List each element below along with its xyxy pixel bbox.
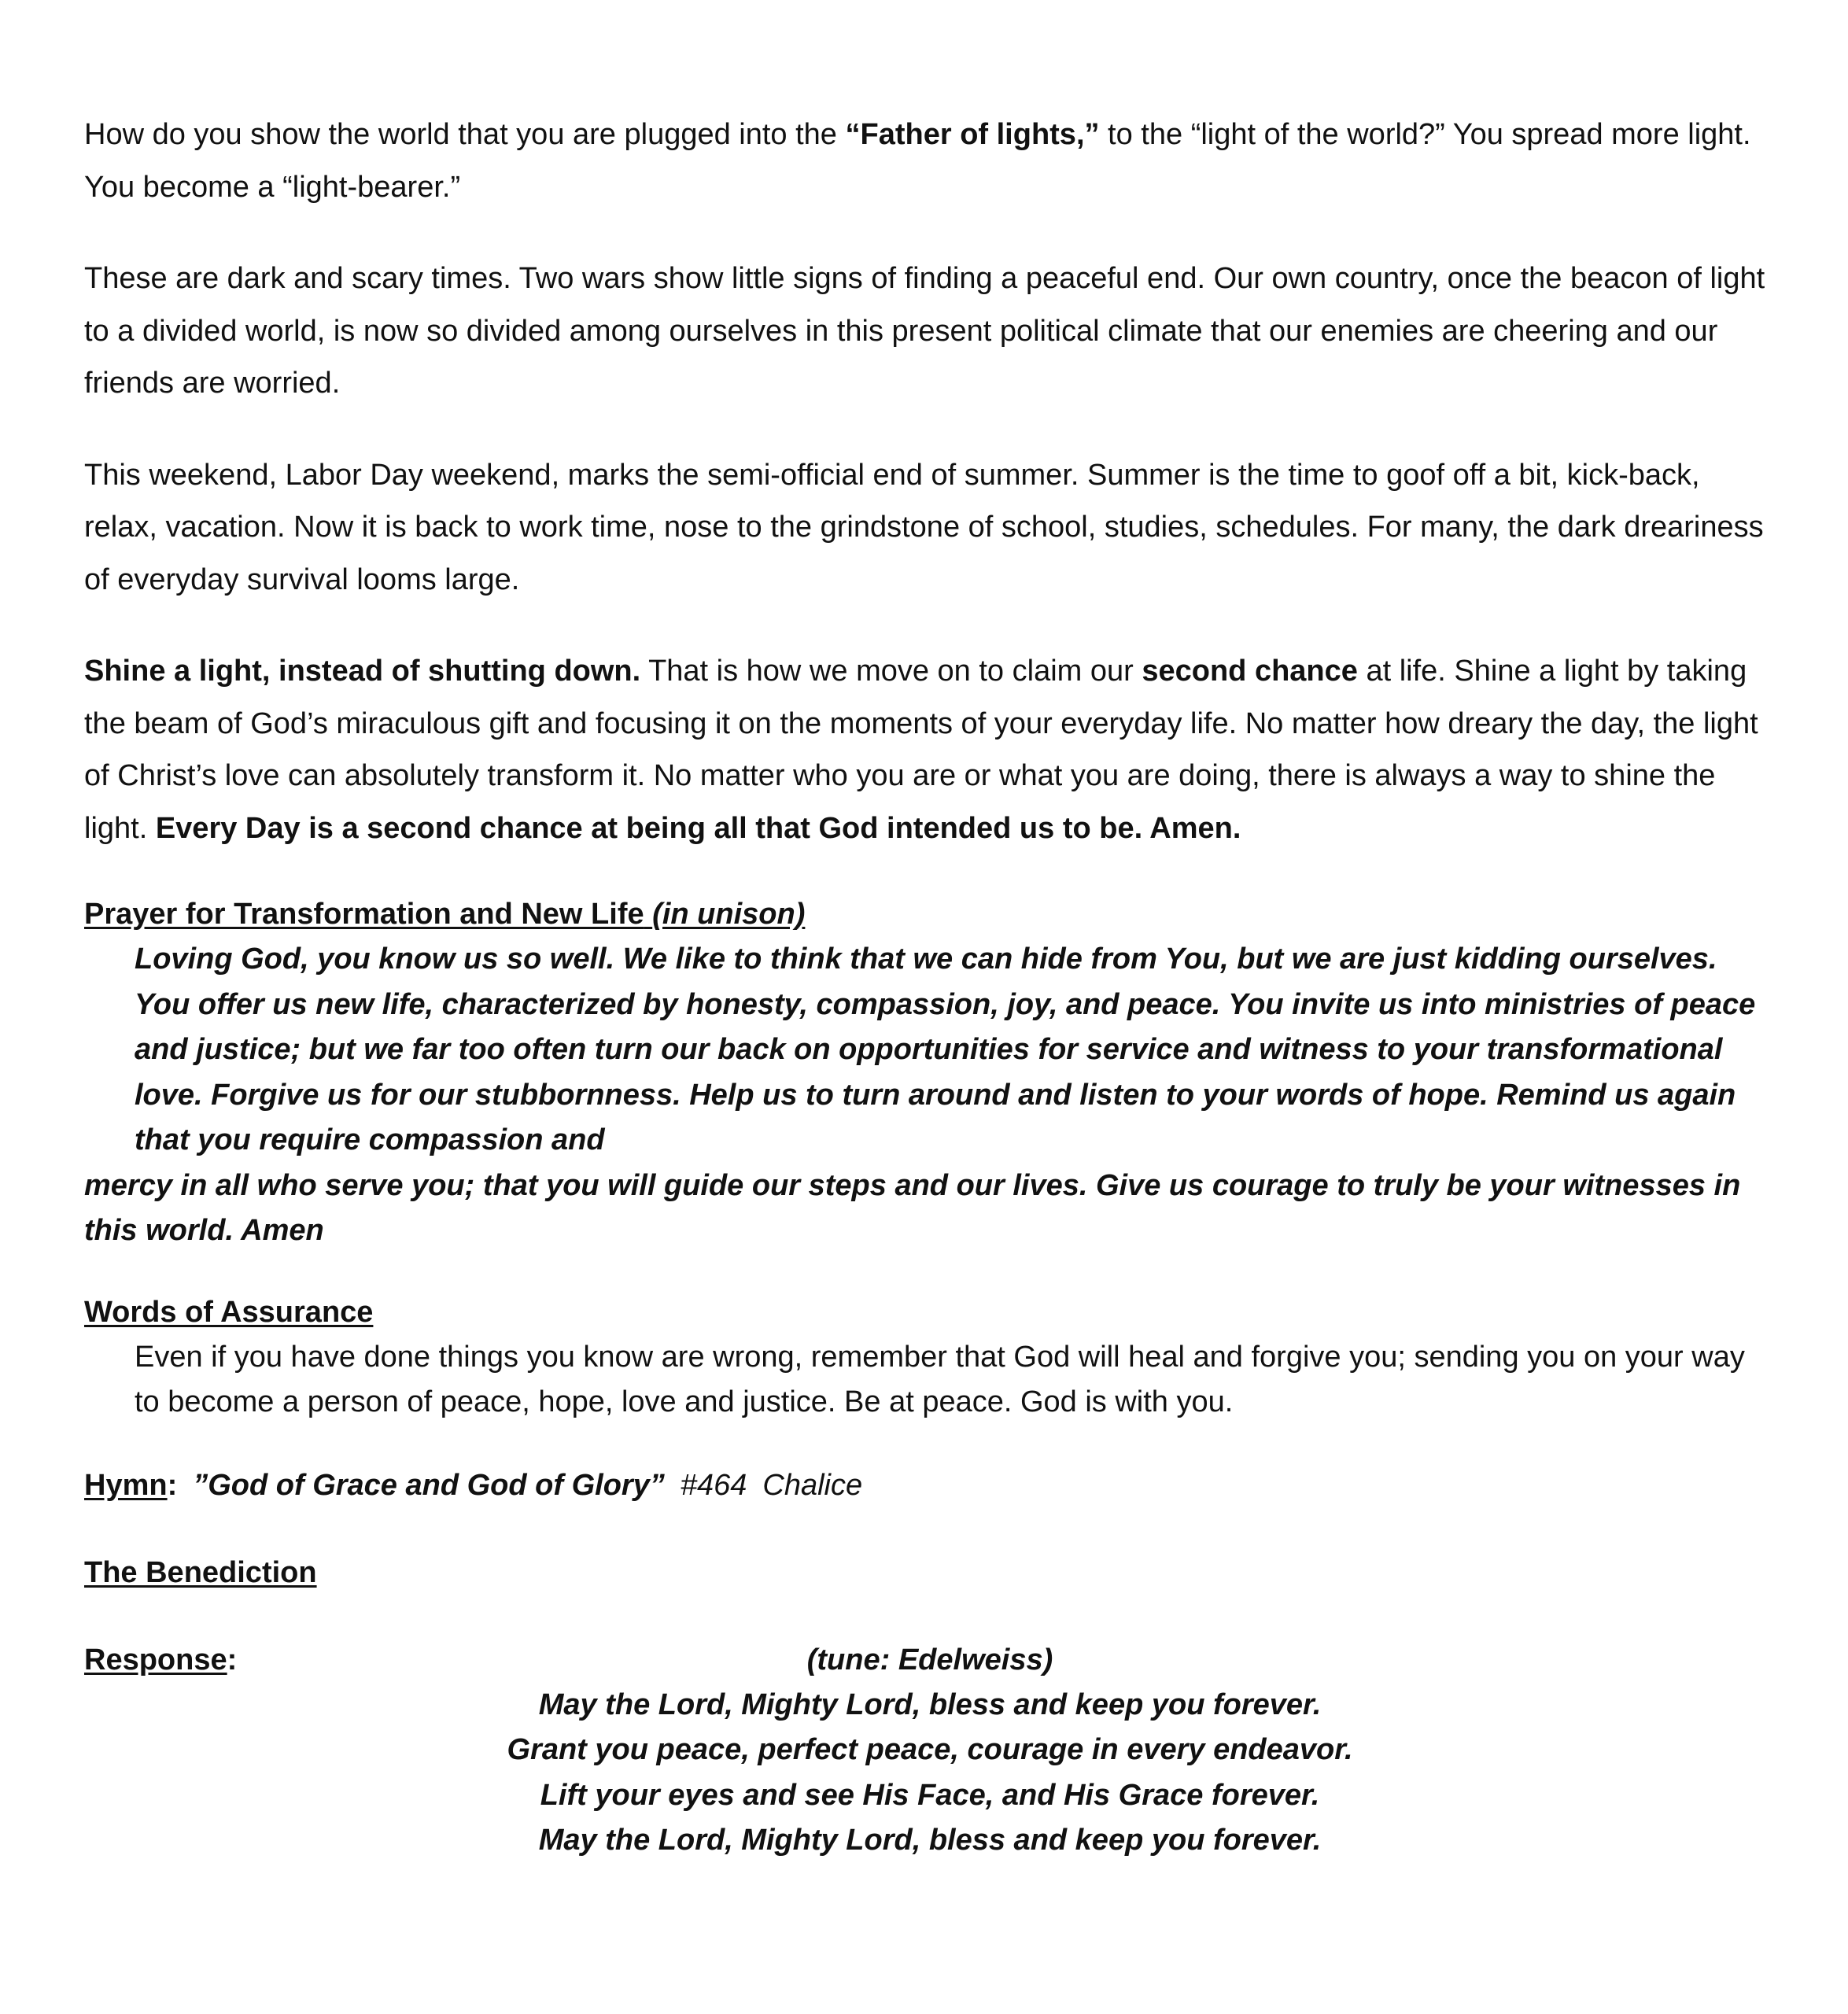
- prayer-text-continued: mercy in all who serve you; that you will guide our steps and our lives. Give us courage to truly be your witnesses in this world. Amen: [84, 1168, 1741, 1247]
- response-verse-line: May the Lord, Mighty Lord, bless and keep you forever.: [538, 1824, 1322, 1857]
- emphasis-second-chance: second chance: [1142, 655, 1358, 688]
- response-verse-line: May the Lord, Mighty Lord, bless and keep you forever.: [538, 1688, 1322, 1721]
- hymn-book: Chalice: [762, 1468, 863, 1502]
- assurance-section: [84, 1290, 1776, 1426]
- assurance-title: Words of Assurance: [84, 1295, 374, 1329]
- prayer-title: Prayer for Transformation and New Life: [84, 898, 644, 931]
- paragraph-text: That is how we move on to claim our: [640, 655, 1142, 688]
- paragraph-shine-a-light: [84, 645, 1776, 854]
- hymn-line: [84, 1463, 1776, 1508]
- paragraph-text: How do you show the world that you are plugged into the: [84, 118, 846, 151]
- assurance-heading: [84, 1290, 1776, 1335]
- response-label: [84, 1638, 237, 1683]
- hymn-label: Hymn: [84, 1468, 168, 1502]
- bulletin-page: [84, 109, 1776, 1864]
- response-label-text: Response: [84, 1643, 227, 1676]
- response-verse-line: Grant you peace, perfect peace, courage in every endeavor.: [507, 1733, 1353, 1766]
- response-section: [84, 1638, 1776, 1864]
- prayer-text: Loving God, you know us so well. We like to think that we can hide from You, but we are just kidding ourselves. You offer us new life, characterized by honesty, compassion, joy, and peace. You invite us into ministries of peace and justice; but we far too often turn our back on opportunities for service and witness to your transformational love. Forgive us for our stubbornness. Help us to turn around and listen to your words of hope. Remind us again that you require compassion and: [135, 942, 1756, 1156]
- response-tune: (tune: Edelweiss): [806, 1643, 1053, 1676]
- paragraph-dark-times: These are dark and scary times. Two wars show little signs of finding a peaceful end. Our own country, once the beacon of light to a divided world, is now so divided among ourselves in this present political climate that our enemies are cheering and our friends are worried.: [84, 262, 1765, 400]
- emphasis-every-day: Every Day is a second chance at being all that God intended us to be. Amen.: [155, 811, 1241, 845]
- hymn-number: #464: [680, 1468, 747, 1502]
- hymn-title: ”God of Grace and God of Glory”: [193, 1468, 665, 1502]
- prayer-unison-note: (in unison): [652, 898, 806, 931]
- emphasis-father-of-lights: “Father of lights,”: [845, 118, 1100, 151]
- paragraph-text: at life. Shine a light by taking the beam of God’s miraculous gift and focusing it on the moments of your everyday life. No matter how dreary the day, the light of Christ’s love can absolutely transform it. No matter who you are or what you are doing, there is always a way to shine the light.: [84, 655, 1758, 845]
- benediction-heading: [84, 1551, 1776, 1595]
- paragraph-labor-day: This weekend, Labor Day weekend, marks the semi-official end of summer. Summer is the time to goof off a bit, kick-back, relax, vacation. Now it is back to work time, nose to the grindstone of school, studies, schedules. For many, the dark dreariness of everyday survival looms large.: [84, 458, 1764, 596]
- response-verse-line: Lift your eyes and see His Face, and His Grace forever.: [540, 1778, 1320, 1812]
- hymn-colon: :: [167, 1468, 178, 1502]
- paragraph-light-bearer: [84, 109, 1776, 213]
- assurance-text: Even if you have done things you know are wrong, remember that God will heal and forgive you; sending you on your way to become a person of peace, hope, love and justice. Be at peace. God is with you.: [135, 1340, 1745, 1418]
- paragraph-text: to the “light of the world?” You spread more light. You become a “light-bearer.”: [84, 118, 1751, 204]
- prayer-heading: [84, 892, 1776, 937]
- response-header-row: [84, 1638, 1776, 1683]
- response-colon: :: [227, 1643, 238, 1676]
- benediction-title: The Benediction: [84, 1555, 317, 1589]
- prayer-section: [84, 892, 1776, 1254]
- emphasis-shine-a-light: Shine a light, instead of shutting down.: [84, 655, 641, 688]
